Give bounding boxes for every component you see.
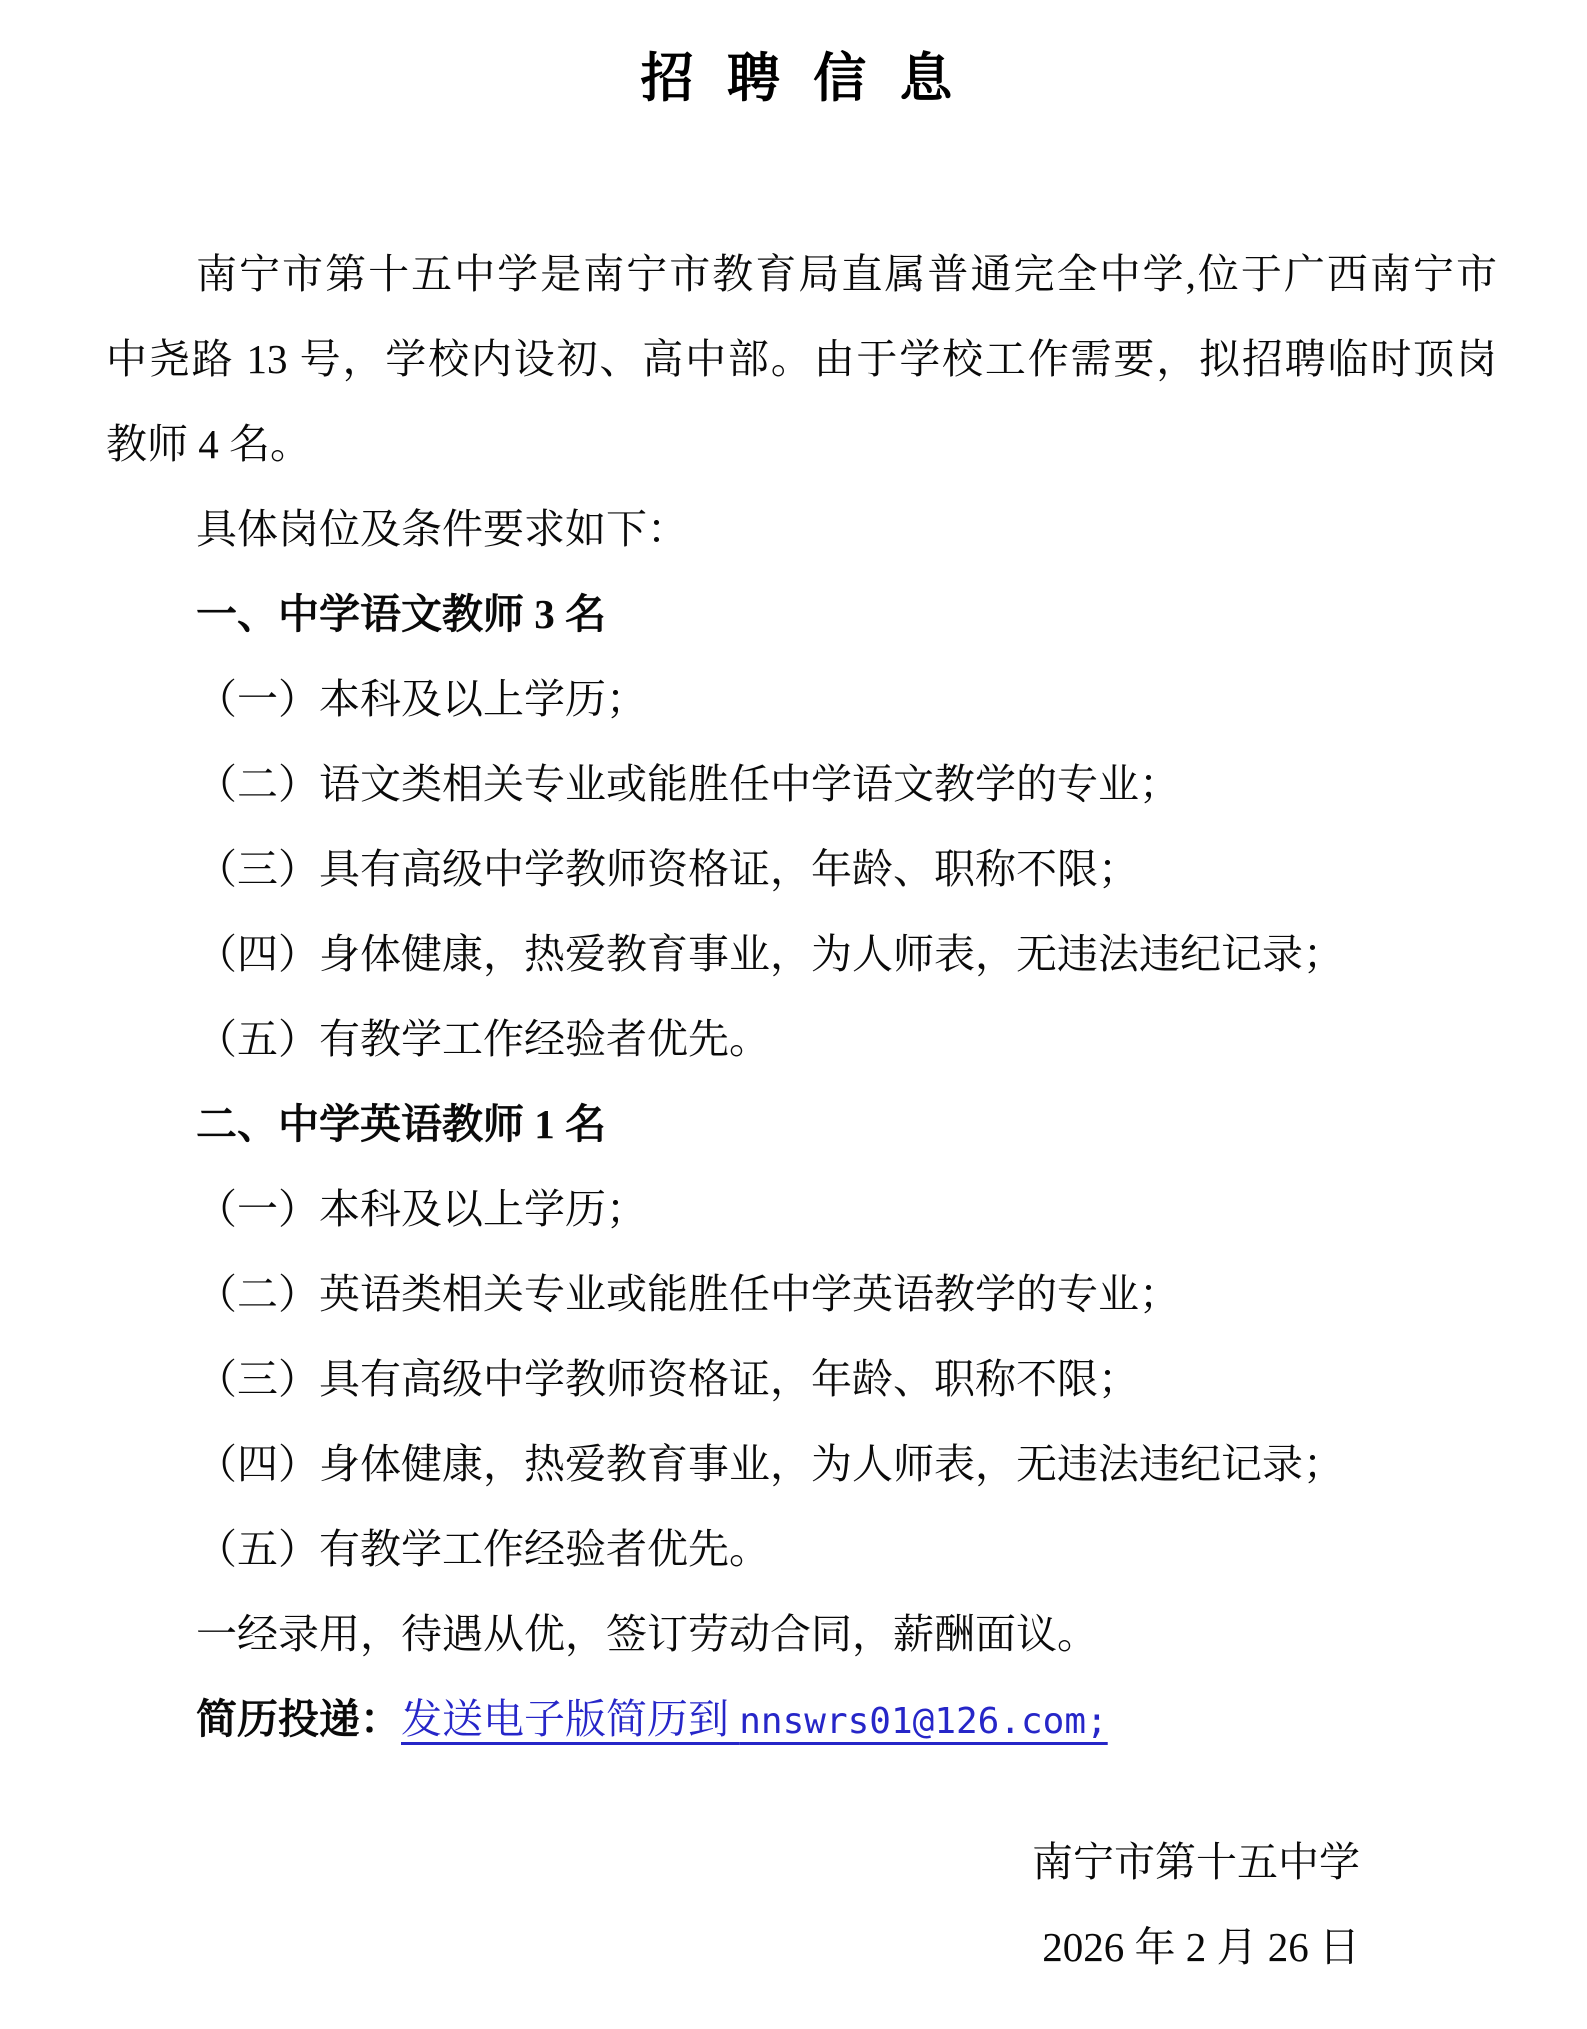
- lead-in-line: 具体岗位及条件要求如下：: [196, 506, 688, 552]
- email-link-text: 发送电子版简历到: [401, 1696, 740, 1742]
- document-body: [106, 232, 1497, 1762]
- section-2-heading: 二、中学英语教师 1 名: [196, 1101, 606, 1147]
- section-1-item-5: （五）有教学工作经验者优先。: [196, 1016, 770, 1062]
- resume-label: 简历投递：: [196, 1696, 401, 1742]
- section-2-item-1: （一）本科及以上学历；: [196, 1186, 647, 1232]
- section-2-item-2: （二）英语类相关专业或能胜任中学英语教学的专业；: [196, 1271, 1180, 1317]
- section-1-item-3: （三）具有高级中学教师资格证，年龄、职称不限；: [196, 846, 1139, 892]
- signature-block: [106, 1820, 1497, 1990]
- intro-line-2: 中尧路 13 号，学校内设初、高中部。由于学校工作需要，拟招聘临时顶岗: [106, 336, 1497, 382]
- resume-line: [106, 1677, 1497, 1762]
- section-1-item-2: （二）语文类相关专业或能胜任中学语文教学的专业；: [196, 761, 1180, 807]
- email-address: nnswrs01@126.com;: [739, 1701, 1108, 1742]
- section-1-heading: 一、中学语文教师 3 名: [196, 591, 606, 637]
- section-1-item-4: （四）身体健康，热爱教育事业，为人师表，无违法违纪记录；: [196, 931, 1344, 977]
- document-title: 招 聘 信 息: [640, 50, 963, 108]
- terms-line: 一经录用，待遇从优，签订劳动合同，薪酬面议。: [196, 1611, 1098, 1657]
- signature-date: 2026 年 2 月 26 日: [1042, 1924, 1360, 1970]
- section-2-item-3: （三）具有高级中学教师资格证，年龄、职称不限；: [196, 1356, 1139, 1402]
- section-2-item-4: （四）身体健康，热爱教育事业，为人师表，无违法违纪记录；: [196, 1441, 1344, 1487]
- section-2-item-5: （五）有教学工作经验者优先。: [196, 1526, 770, 1572]
- email-link[interactable]: [401, 1696, 1108, 1742]
- signature-org: 南宁市第十五中学: [1032, 1839, 1360, 1885]
- intro-line-1: 南宁市第十五中学是南宁市教育局直属普通完全中学,位于广西南宁市: [196, 251, 1497, 297]
- intro-line-3: 教师 4 名。: [106, 421, 311, 467]
- section-1-item-1: （一）本科及以上学历；: [196, 676, 647, 722]
